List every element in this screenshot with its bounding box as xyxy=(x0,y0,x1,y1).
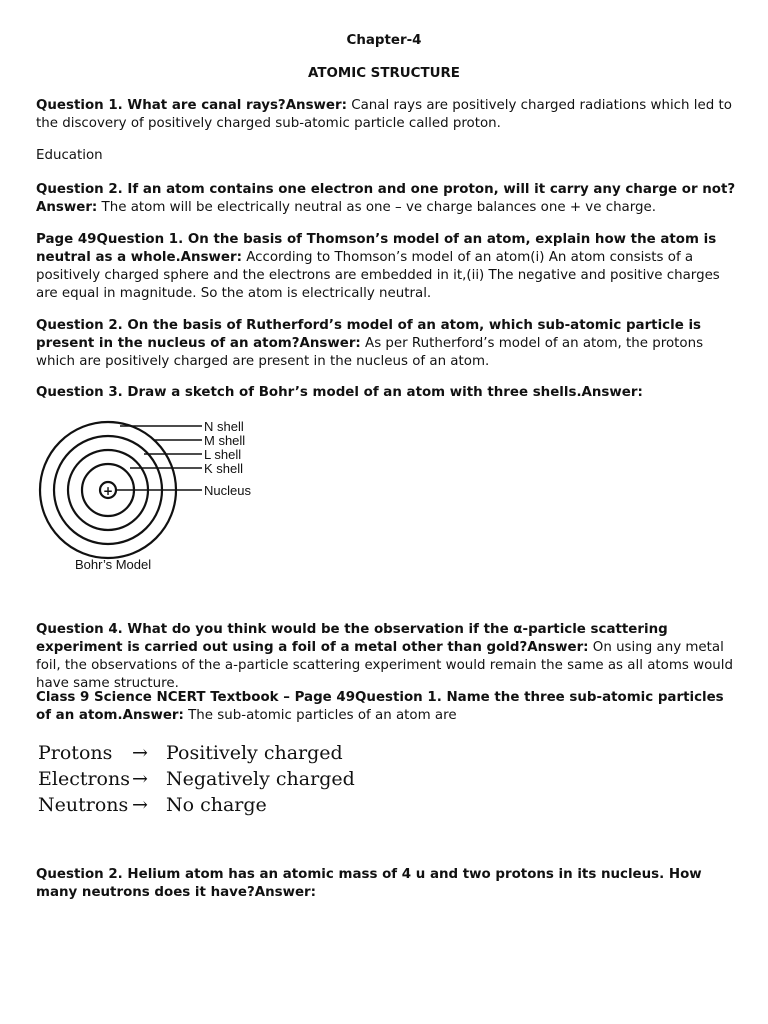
m-shell-label: M shell xyxy=(204,433,246,448)
arrow-icon: → xyxy=(132,794,148,816)
question-text: Question 2. On the basis of Rutherford’s model of an atom, which sub-atomic particle is present in the nucleus of an atom?Answer: xyxy=(36,318,702,351)
chapter-heading: Chapter-4 xyxy=(346,33,422,48)
question-text: Page 49Question 1. On the basis of Thomson’s model of an atom, explain how the atom is neutral as a whole.Answer: xyxy=(36,232,717,265)
particle-charge: No charge xyxy=(166,794,267,816)
particles-list xyxy=(38,740,355,818)
particle-charge: Positively charged xyxy=(166,742,343,764)
education-label: Education xyxy=(36,148,103,163)
question-atom-charge xyxy=(36,181,736,217)
question-rutherford-model xyxy=(36,317,736,371)
question-text: Class 9 Science NCERT Textbook – Page 49Question 1. Name the three sub-atomic particles of an atom.Answer: xyxy=(36,690,724,723)
list-item xyxy=(38,740,355,766)
particle-name: Neutrons xyxy=(38,794,129,816)
nucleus-label: Nucleus xyxy=(204,483,251,498)
particle-name: Electrons xyxy=(38,768,130,790)
question-thomson-model xyxy=(36,231,736,303)
question-canal-rays xyxy=(36,97,736,133)
question-bohr-sketch xyxy=(36,384,736,402)
answer-text: The atom will be electrically neutral as one – ve charge balances one + ve charge. xyxy=(97,200,657,215)
answer-text: According to Thomson’s model of an atom(i) An atom consists of a positively charged sphere and the electrons are embedded in it,(ii) The negative and positive charges are equal in magnitude. So the atom is electrically neutral. xyxy=(36,250,720,301)
bohr-model-diagram xyxy=(30,412,280,582)
arrow-icon: → xyxy=(132,742,148,764)
figure-caption: Bohr’s Model xyxy=(75,557,152,572)
question-subatomic-particles xyxy=(36,689,736,725)
question-helium-neutrons xyxy=(36,866,736,902)
question-alpha-scattering xyxy=(36,621,736,693)
answer-label: Answer: xyxy=(36,200,98,215)
arrow-icon: → xyxy=(132,768,148,790)
answer-text: As per Rutherford’s model of an atom, the protons which are positively charged are present in the nucleus of an atom. xyxy=(36,336,704,369)
n-shell-label: N shell xyxy=(204,419,244,434)
answer-text: On using any metal foil, the observations of the a-particle scattering experiment would remain the same as all atoms would have same structure. xyxy=(36,640,733,691)
particle-charge: Negatively charged xyxy=(166,768,355,790)
question-text: Question 1. What are canal rays?Answer: xyxy=(36,98,347,113)
list-item xyxy=(38,766,355,792)
list-item xyxy=(38,792,355,818)
l-shell-label: L shell xyxy=(204,447,242,462)
answer-text: Canal rays are positively charged radiations which led to the discovery of positively charged sub-atomic particle called proton. xyxy=(36,98,732,131)
question-text: Question 2. If an atom contains one electron and one proton, will it carry any charge or not? xyxy=(36,182,736,197)
question-text: Question 4. What do you think would be the observation if the α-particle scattering experiment is carried out using a foil of a metal other than gold?Answer: xyxy=(36,622,668,655)
question-text: Question 3. Draw a sketch of Bohr’s model of an atom with three shells.Answer: xyxy=(36,385,643,400)
particle-name: Protons xyxy=(38,742,113,764)
answer-text: The sub-atomic particles of an atom are xyxy=(183,708,457,723)
question-text: Question 2. Helium atom has an atomic mass of 4 u and two protons in its nucleus. How many neutrons does it have?Answer: xyxy=(36,867,702,900)
nucleus-symbol: + xyxy=(102,484,114,498)
chapter-title: ATOMIC STRUCTURE xyxy=(308,66,460,81)
k-shell-label: K shell xyxy=(204,461,244,476)
